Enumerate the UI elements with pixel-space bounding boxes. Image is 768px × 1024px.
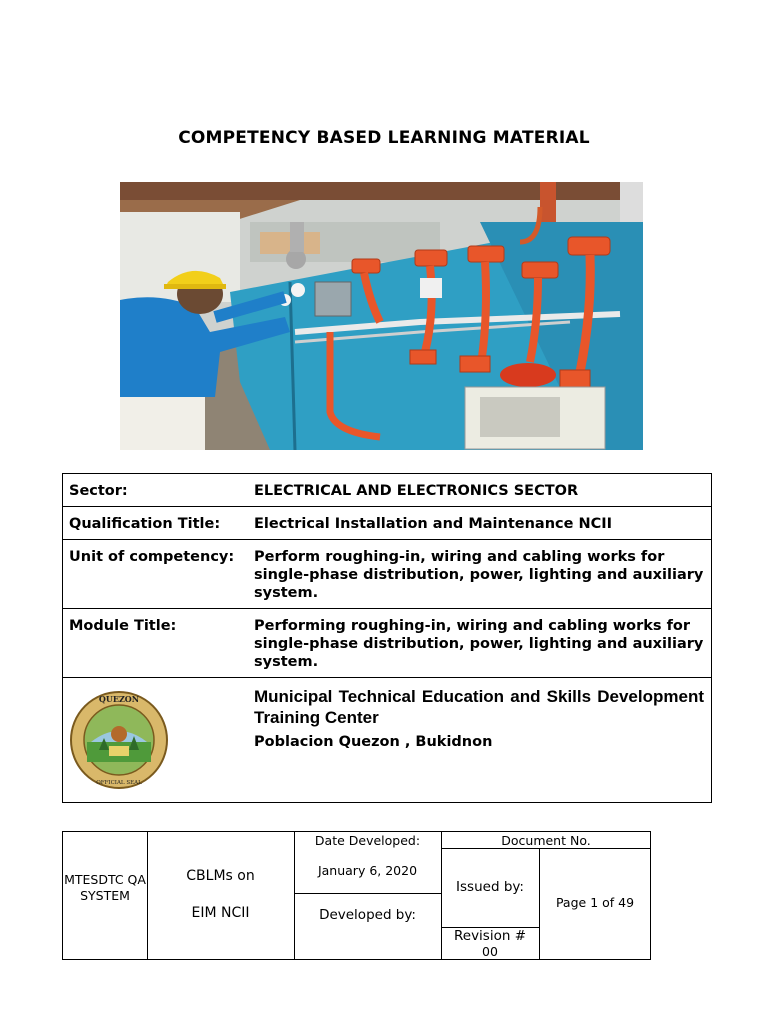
module-label: Module Title: bbox=[69, 618, 177, 634]
revision-label: Revision # bbox=[453, 928, 527, 944]
cover-photo-illustration bbox=[120, 182, 643, 450]
issued-by-label: Issued by: bbox=[456, 879, 524, 895]
document-no-label: Document No. bbox=[501, 833, 591, 848]
cover-photo-electrical-panel bbox=[120, 182, 643, 450]
unit-label: Unit of competency: bbox=[69, 549, 235, 565]
info-row-qualification bbox=[63, 507, 712, 540]
document-title: COMPETENCY BASED LEARNING MATERIAL bbox=[178, 128, 590, 148]
training-center-name: Municipal Technical Education and Skills Development Training Center bbox=[254, 687, 704, 727]
qa-system-label: MTESDTC QA SYSTEM bbox=[64, 872, 146, 903]
developed-by-label: Developed by: bbox=[319, 907, 416, 923]
quezon-official-seal-icon bbox=[69, 690, 169, 790]
info-row-sector bbox=[63, 474, 712, 507]
info-row-module-title bbox=[63, 609, 712, 678]
info-row-training-center bbox=[63, 678, 712, 803]
revision-value: 00 bbox=[482, 944, 498, 959]
module-value-cell bbox=[248, 609, 712, 678]
unit-value-cell bbox=[248, 540, 712, 609]
page-number-label: Page 1 of 49 bbox=[555, 895, 635, 910]
qualification-value: Electrical Installation and Maintenance NCII bbox=[254, 516, 613, 532]
sector-value-cell bbox=[248, 474, 712, 507]
sector-label: Sector: bbox=[69, 483, 128, 499]
qualification-label: Qualification Title: bbox=[69, 516, 221, 532]
info-row-unit-of-competency bbox=[63, 540, 712, 609]
qualification-label-cell bbox=[63, 507, 249, 540]
document-control-box bbox=[62, 831, 651, 960]
seal-text-bottom: OFFICIAL SEAL bbox=[96, 780, 142, 786]
seal-text-top: QUEZON bbox=[98, 694, 140, 704]
sector-label-cell bbox=[63, 474, 249, 507]
sector-value: ELECTRICAL AND ELECTRONICS SECTOR bbox=[254, 483, 579, 499]
module-info-table bbox=[62, 473, 712, 803]
cblm-line-2: EIM NCII bbox=[191, 905, 250, 921]
date-developed-value: January 6, 2020 bbox=[317, 863, 418, 878]
cblm-line-1: CBLMs on bbox=[186, 868, 255, 884]
module-label-cell bbox=[63, 609, 249, 678]
center-info-cell bbox=[248, 678, 712, 803]
module-value: Performing roughing-in, wiring and cabling works for single-phase distribution, power, lighting and auxiliary system. bbox=[254, 618, 704, 670]
unit-value: Perform roughing-in, wiring and cabling works for single-phase distribution, power, lighting and auxiliary system. bbox=[254, 549, 704, 601]
seal-cell bbox=[63, 678, 249, 803]
unit-label-cell bbox=[63, 540, 249, 609]
training-center-location: Poblacion Quezon , Bukidnon bbox=[254, 734, 493, 750]
qualification-value-cell bbox=[248, 507, 712, 540]
date-developed-label: Date Developed: bbox=[314, 833, 421, 848]
